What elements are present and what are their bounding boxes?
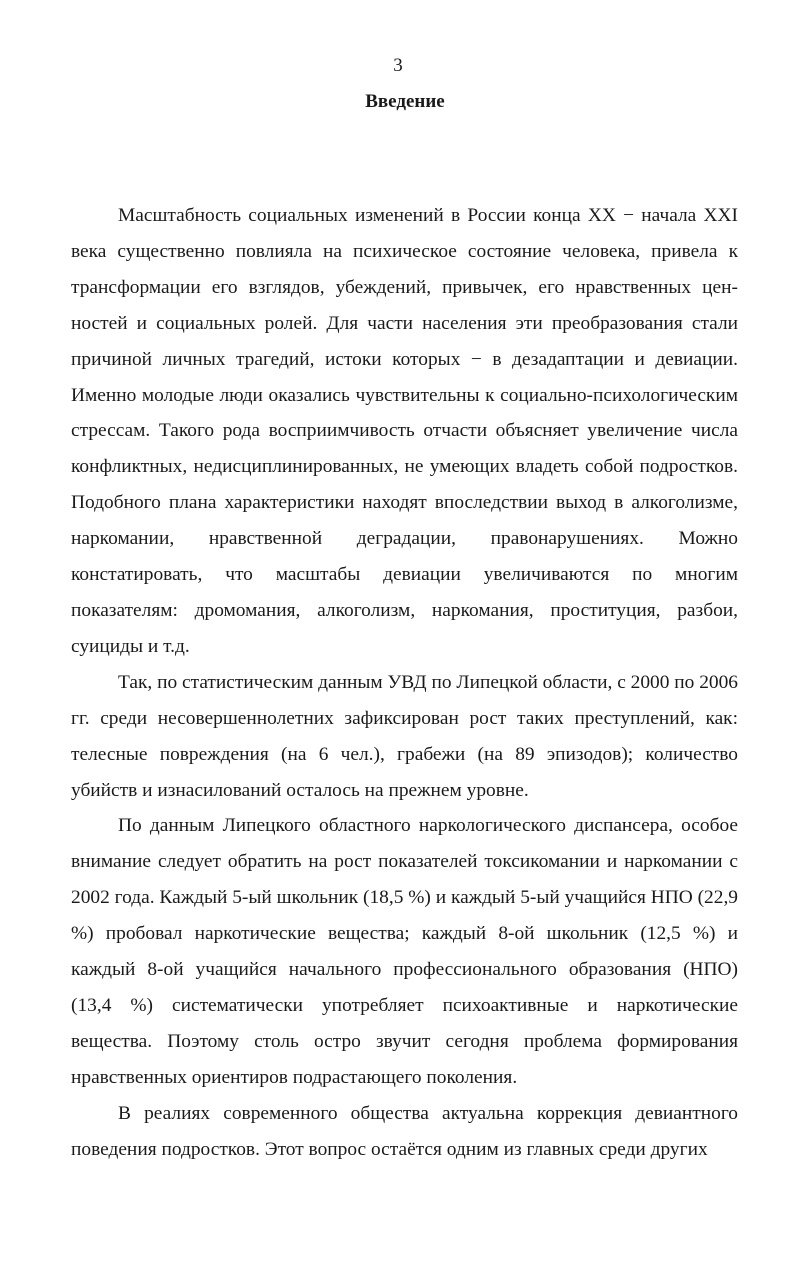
page-number: 3 (393, 55, 403, 76)
body-text (71, 198, 738, 1167)
paragraph-2: Так, по статистическим данным УВД по Липецкой области, с 2000 по 2006 гг. среди несовершеннолетних зафиксирован рост таких преступлений, как: телесные повреждения (на 6 чел.), грабежи (на 89 эпизодов); количество убийств и изнасилований осталось на прежнем уровне. (71, 671, 738, 801)
section-heading: Введение (365, 91, 445, 112)
paragraph-1: Масштабность социальных изменений в России конца XX − начала XXI века существенно повлияла на психическое состояние человека, привела к трансформации его взглядов, убеждений, привычек, его нравственных ценностей и социальных ролей. Для части населения эти преобразования стали причиной личных трагедий, истоки которых − в дезадаптации и девиации. Именно молодые люди оказались чувствительны к социально-психологическим стрессам. Такого рода восприимчивость отчасти объясняет увеличение числа конфликтных, недисциплинированных, не умеющих владеть собой подростков. Подобного плана характеристики находят впоследствии выход в алкоголизме, наркомании, нравственной деградации, правонарушениях. Можно констатировать, что масштабы девиации увеличиваются по многим показателям: дромомания, алкоголизм, наркомания, проституция, разбои, суициды и т.д. (71, 205, 738, 657)
paragraph-4: В реалиях современного общества актуальна коррекция девиантного поведения подростков. Этот вопрос остаётся одним из главных среди других (71, 1102, 738, 1160)
paragraph-3: По данным Липецкого областного наркологического диспансера, особое внимание следует обратить на рост показателей токсикомании и наркомании с 2002 года. Каждый 5-ый школьник (18,5 %) и каждый 5-ый учащийся НПО (22,9 %) пробовал наркотические вещества; каждый 8-ой школьник (12,5 %) и каждый 8-ой учащийся начального профессионального образования (НПО) (13,4 %) систематически употребляет психоактивные и наркотические вещества. Поэтому столь остро звучит сегодня проблема формирования нравственных ориентиров подрастающего поколения. (71, 815, 738, 1088)
